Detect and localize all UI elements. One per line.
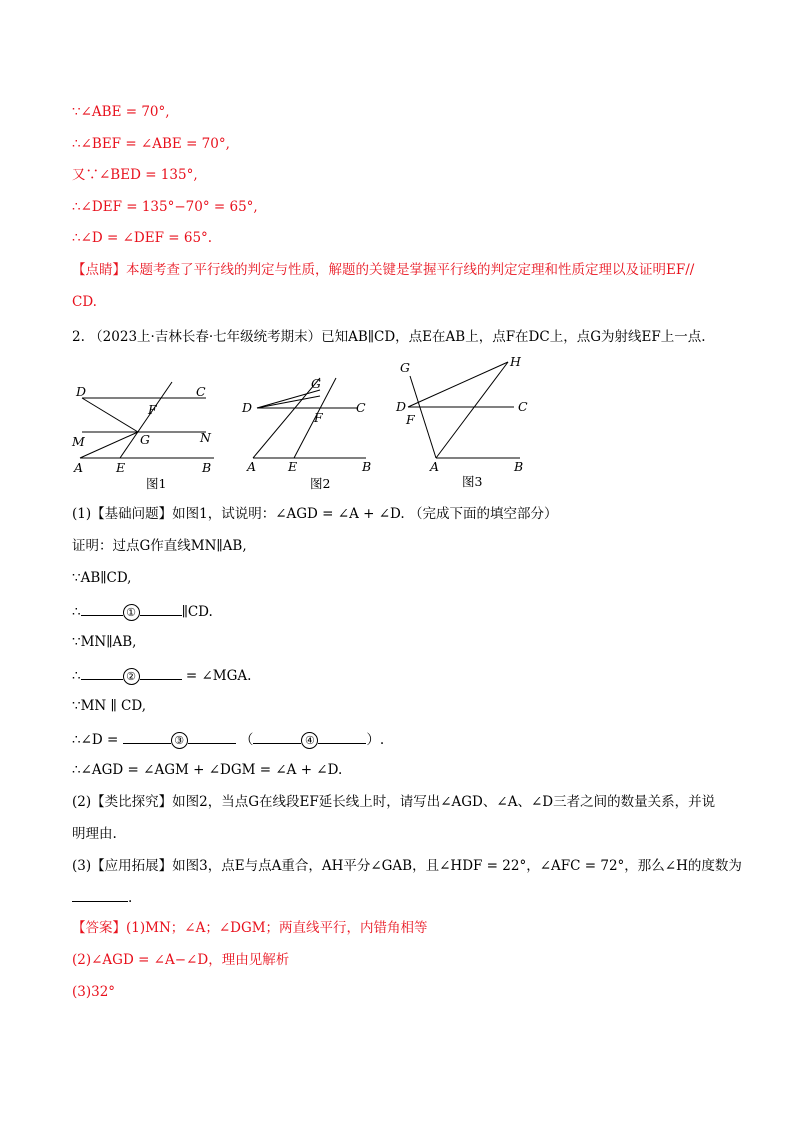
figure-2 [240, 372, 380, 496]
answer-line-3: (3)32° [72, 984, 116, 1000]
blank-3-right[interactable] [188, 729, 236, 744]
figure-1 [66, 380, 226, 496]
part2-question-line1: (2)【类比探究】如图2，当点G在线段EF延长线上时，请写出∠AGD、∠A、∠D三者之间的数量关系，并说 [72, 794, 716, 810]
label-G: G [140, 432, 150, 447]
label-M: M [72, 434, 85, 449]
caption-fig3: 图3 [462, 474, 483, 489]
caption-fig1: 图1 [146, 476, 167, 491]
blank-mark-1: ① [123, 604, 140, 621]
caption-fig2: 图2 [310, 476, 331, 491]
proof-prefix: ∴ [72, 604, 81, 620]
label-D: D [242, 400, 253, 415]
label-A: A [247, 459, 257, 474]
label-F: F [406, 412, 415, 427]
proof-prefix: ∴∠D = [72, 732, 123, 748]
proof-line-4: ∵MN∥AB, [72, 634, 137, 650]
blank-4-left[interactable] [253, 729, 301, 744]
proof-paren-open: （ [239, 732, 254, 748]
label-H: H [510, 354, 521, 369]
proof-line-1: 证明：过点G作直线MN∥AB, [72, 538, 247, 554]
proof-prefix: ∴ [72, 668, 81, 684]
solution-line-2: ∴∠BEF = ∠ABE = 70°, [72, 136, 230, 152]
label-E: E [288, 459, 298, 474]
proof-paren-close: ）. [366, 732, 385, 748]
proof-line-8: ∴∠AGD = ∠AGM + ∠DGM = ∠A + ∠D. [72, 762, 343, 778]
proof-line-7 [72, 729, 384, 749]
comment-line-2: CD. [72, 294, 97, 310]
label-B: B [202, 460, 212, 475]
solution-line-4: ∴∠DEF = 135°−70° = 65°, [72, 199, 258, 215]
label-C: C [196, 384, 206, 399]
blank-mark-2: ② [123, 668, 140, 685]
proof-line-5 [72, 665, 251, 685]
proof-suffix: ∥CD. [181, 604, 213, 620]
answer-line-1: 【答案】(1)MN；∠A；∠DGM；两直线平行，内错角相等 [72, 920, 428, 936]
label-F: F [148, 402, 157, 417]
blank-1-right[interactable] [140, 601, 182, 616]
answer-line-2: (2)∠AGD = ∠A−∠D，理由见解析 [72, 952, 290, 968]
label-B: B [514, 459, 524, 474]
label-F: F [314, 410, 323, 425]
proof-line-2: ∵AB∥CD, [72, 570, 132, 586]
part3-blank-line [72, 887, 132, 907]
part3-answer-blank[interactable] [72, 887, 128, 902]
figure-3 [384, 352, 544, 496]
comment-line-1: 【点睛】本题考查了平行线的判定与性质，解题的关键是掌握平行线的判定定理和性质定理以及证明EF// [72, 262, 695, 278]
blank-1-left[interactable] [81, 601, 123, 616]
blank-2-left[interactable] [81, 665, 123, 680]
part3-end: . [128, 890, 133, 906]
label-G: G [400, 360, 410, 375]
blank-2-right[interactable] [140, 665, 182, 680]
part2-question-line2: 明理由. [72, 826, 117, 842]
label-E: E [116, 460, 126, 475]
label-C: C [356, 400, 366, 415]
solution-line-5: ∴∠D = ∠DEF = 65°. [72, 230, 213, 246]
blank-3-left[interactable] [123, 729, 171, 744]
problem-stem: 2. （2023上·吉林长春·七年级统考期末）已知AB∥CD，点E在AB上，点F在DC上，点G为射线EF上一点. [72, 329, 706, 345]
blank-4-right[interactable] [318, 729, 366, 744]
label-C: C [518, 399, 528, 414]
part1-question: (1)【基础问题】如图1，试说明：∠AGD = ∠A + ∠D. （完成下面的填空部分） [72, 506, 558, 522]
blank-mark-4: ④ [301, 732, 318, 749]
solution-line-3: 又∵∠BED = 135°, [72, 167, 198, 183]
label-A: A [74, 460, 84, 475]
proof-suffix: = ∠MGA. [181, 668, 252, 684]
label-B: B [362, 459, 372, 474]
label-A: A [430, 459, 440, 474]
label-N: N [200, 430, 211, 445]
part3-question: (3)【应用拓展】如图3，点E与点A重合，AH平分∠GAB，且∠HDF = 22°，∠AFC = 72°，那么∠H的度数为 [72, 858, 742, 874]
solution-line-1: ∵∠ABE = 70°, [72, 104, 170, 120]
label-D: D [76, 384, 87, 399]
label-D: D [396, 399, 407, 414]
proof-line-3 [72, 601, 213, 621]
blank-mark-3: ③ [171, 732, 188, 749]
label-G: G [311, 376, 321, 391]
proof-line-6: ∵MN ∥ CD, [72, 698, 147, 714]
